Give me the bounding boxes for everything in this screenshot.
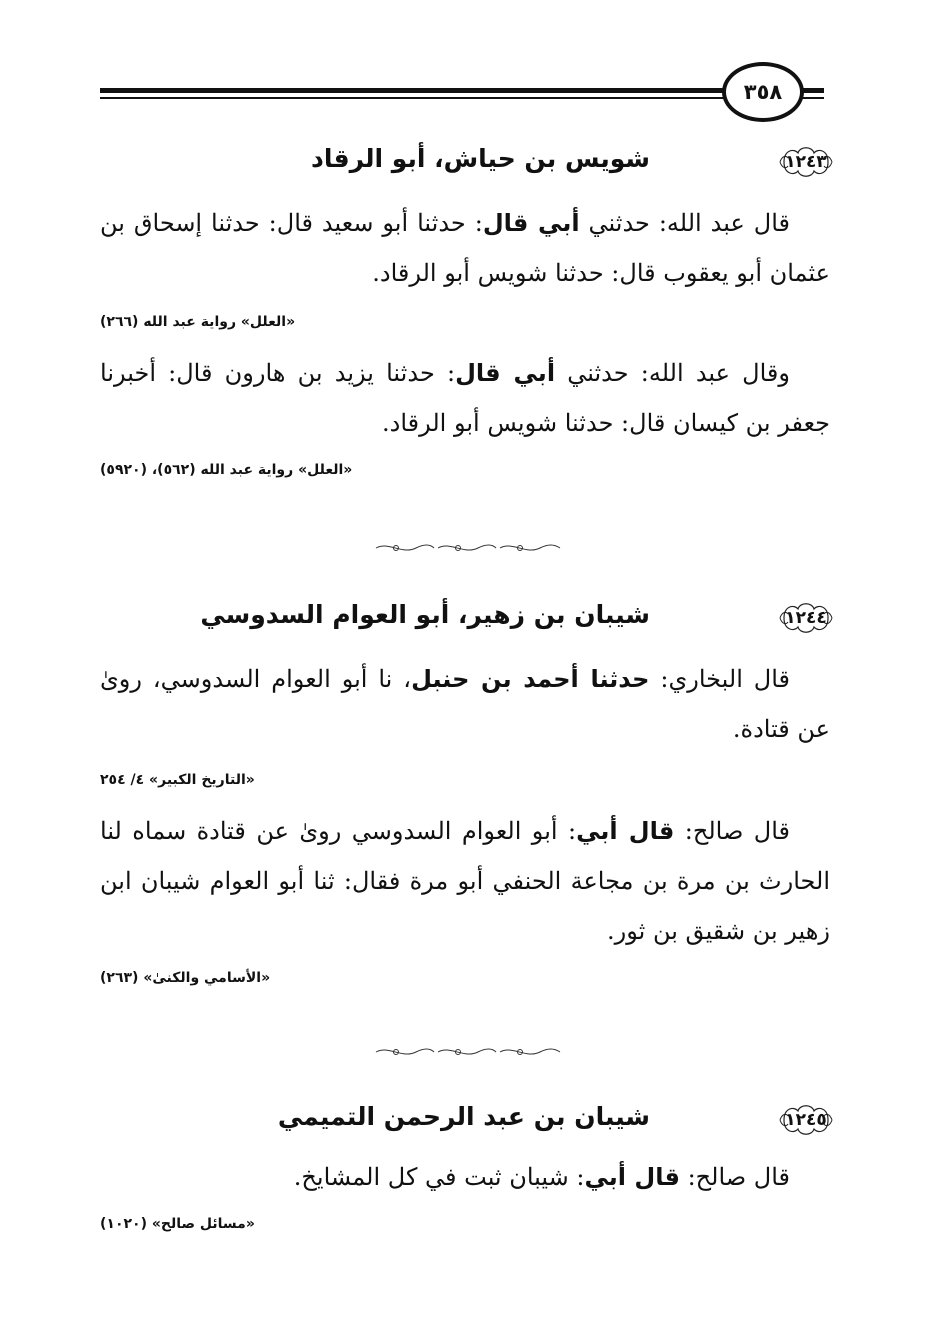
- entry-title-row: [100, 142, 830, 188]
- para-bold-text: أبي قال: [482, 209, 580, 237]
- entry-paragraph: [100, 1152, 830, 1202]
- ornamental-divider-icon: [368, 541, 568, 555]
- para-text: : شيبان ثبت في كل المشايخ.: [293, 1163, 585, 1191]
- page-number: ٣٥٨: [722, 62, 804, 122]
- entry-paragraph: [100, 198, 830, 298]
- source-citation: «التاريخ الكبير» ٤/ ٢٥٤: [100, 772, 255, 788]
- source-row: [100, 462, 830, 478]
- entry-number-badge: [776, 598, 836, 638]
- para-bold-text: قال أبي: [576, 817, 675, 845]
- entry-title-row: [100, 1100, 830, 1146]
- source-citation: «الأسامي والكنىٰ» (٢٦٣): [100, 970, 271, 986]
- source-row: [100, 314, 830, 330]
- entry-paragraph: [100, 348, 830, 448]
- source-citation: «العلل» رواية عبد الله (٢٦٦): [100, 314, 296, 330]
- entry-paragraph: [100, 654, 830, 754]
- para-text: ، نا أبو العوام السدوسي، روىٰ عن قتادة.: [100, 665, 830, 743]
- entry-number: ١٢٤٣: [785, 152, 827, 172]
- entry-1245: [100, 1100, 830, 1232]
- header-rule-thin: [100, 97, 824, 99]
- para-text: : حدثنا يزيد بن هارون قال: أخبرنا جعفر بن كيسان قال: حدثنا شويس أبو الرقاد.: [100, 359, 830, 437]
- entry-number-badge: [776, 1100, 836, 1140]
- entry-number-badge: [776, 142, 836, 182]
- para-text: قال صالح:: [679, 1163, 790, 1191]
- para-bold-text: أبي قال: [455, 359, 556, 387]
- para-text: : أبو العوام السدوسي روىٰ عن قتادة سماه لنا الحارث بن مرة بن مجاعة الحنفي أبو مرة فقال: ثنا أبو العوام شيبان ابن زهير بن شقيق بن ثور.: [100, 817, 830, 945]
- para-text: قال البخاري:: [649, 665, 791, 693]
- para-text: قال صالح:: [674, 817, 790, 845]
- header-rule-thick: [100, 88, 824, 93]
- entry-title: شيبان بن عبد الرحمن التميمي: [277, 1102, 650, 1131]
- para-text: وقال عبد الله: حدثني: [555, 359, 790, 387]
- entry-number: ١٢٤٤: [785, 608, 827, 628]
- ornamental-divider-icon: [368, 1045, 568, 1059]
- source-citation: «مسائل صالح» (١٠٢٠): [100, 1216, 255, 1232]
- source-row: [100, 772, 830, 788]
- para-bold-text: قال أبي: [584, 1163, 680, 1191]
- entry-title-row: [100, 598, 830, 644]
- entry-number: ١٢٤٥: [785, 1110, 827, 1130]
- entry-title: شويس بن حياش، أبو الرقاد: [310, 144, 650, 173]
- source-row: [100, 970, 830, 986]
- source-citation: «العلل» رواية عبد الله (٥٦٢)، (٥٩٢٠): [100, 462, 353, 478]
- entry-paragraph: [100, 806, 830, 956]
- para-bold-text: حدثنا أحمد بن حنبل: [411, 665, 650, 693]
- para-text: : حدثنا أبو سعيد قال: حدثنا إسحاق بن عثمان أبو يعقوب قال: حدثنا شويس أبو الرقاد.: [100, 209, 830, 287]
- para-text: قال عبد الله: حدثني: [579, 209, 790, 237]
- source-row: [100, 1216, 830, 1232]
- entry-1244: [100, 598, 830, 986]
- entry-1243: [100, 142, 830, 478]
- entry-title: شيبان بن زهير، أبو العوام السدوسي: [200, 600, 650, 629]
